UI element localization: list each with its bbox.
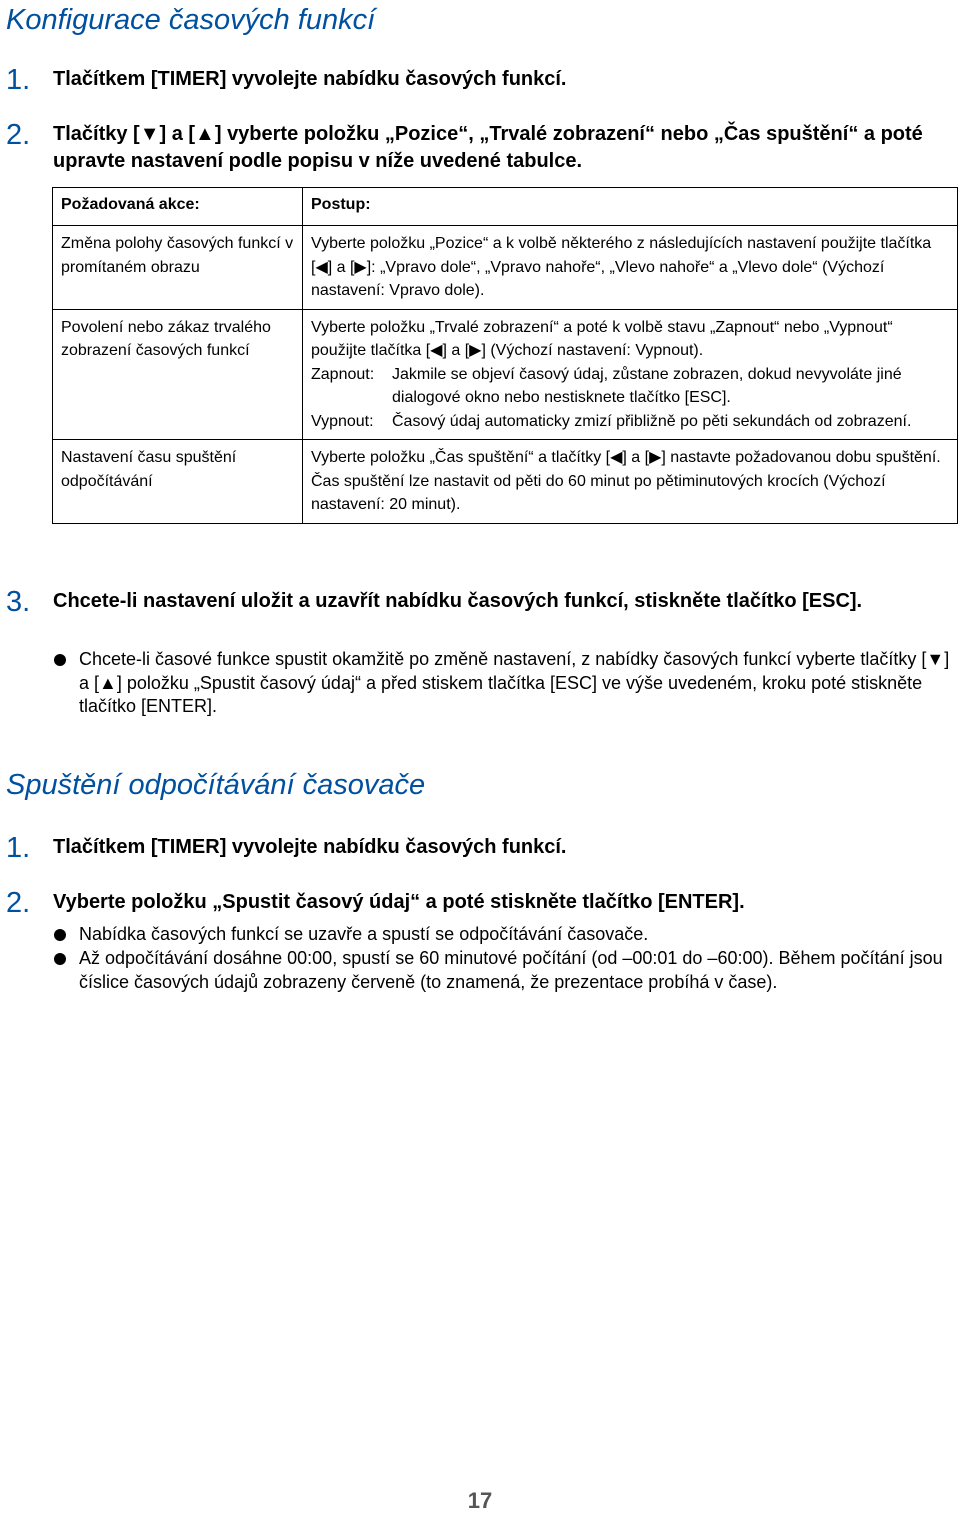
header-procedure: Postup: <box>303 188 958 226</box>
section-title-countdown-start: Spuštění odpočítávání časovače <box>6 769 426 801</box>
option-label: Vypnout: <box>311 412 374 430</box>
action-cell: Nastavení času spuštění odpočítávání <box>53 440 303 524</box>
note-bullet <box>54 923 954 947</box>
table-row <box>53 226 958 310</box>
action-cell: Změna polohy časových funkcí v promítaném obrazu <box>53 226 303 310</box>
procedure-text: Vyberte položku „Čas spuštění“ a tlačítky [◀] a [▶] nastavte požadovanou dobu spuštění. <box>311 449 941 466</box>
option-description: Jakmile se objeví časový údaj, zůstane zobrazen, dokud nevyvoláte jiné dialogové okno nebo nestisknete tlačítko [ESC]. <box>392 365 902 406</box>
step-number: 1. <box>6 64 31 96</box>
action-cell: Povolení nebo zákaz trvalého zobrazení časových funkcí <box>53 309 303 440</box>
procedure-text: Vyberte položku „Trvalé zobrazení“ a poté k volbě stavu „Zapnout“ nebo „Vypnout“ použijte tlačítka [◀] a [▶] (Výchozí nastavení: Vypnout). <box>311 318 893 359</box>
table-row <box>53 440 958 524</box>
table-row <box>53 309 958 440</box>
table-header-row <box>53 188 958 226</box>
step-number: 1. <box>6 832 31 864</box>
note-bullet <box>54 648 954 719</box>
step-number: 2. <box>6 887 31 919</box>
step-text: Tlačítkem [TIMER] vyvolejte nabídku časových funkcí. <box>53 68 567 90</box>
option-description: Časový údaj automaticky zmizí přibližně po pěti sekundách od zobrazení. <box>392 412 912 430</box>
note-text: Chcete-li časové funkce spustit okamžitě po změně nastavení, z nabídky časových funkcí vyberte tlačítky [▼] a [▲] položku „Spustit časový údaj“ a před stiskem tlačítka [ESC] ve výše uvedeném, kroku poté stiskněte tlačítko [ENTER]. <box>79 649 950 716</box>
step-text: Tlačítky [▼] a [▲] vyberte položku „Pozice“, „Trvalé zobrazení“ nebo „Čas spuštění“ a poté upravte nastavení podle popisu v níže uvedené tabulce. <box>53 123 923 172</box>
option-on <box>311 363 949 410</box>
note-text: Až odpočítávání dosáhne 00:00, spustí se 60 minutové počítání (od –00:01 do –60:00). Během počítání jsou číslice časových údajů zobrazeny červeně (to znamená, že prezentace probíhá v čase). <box>79 948 943 992</box>
note-text: Nabídka časových funkcí se uzavře a spustí se odpočítávání časovače. <box>79 924 649 944</box>
step-text: Tlačítkem [TIMER] vyvolejte nabídku časových funkcí. <box>53 836 567 858</box>
option-label: Zapnout: <box>311 365 375 383</box>
step-text: Vyberte položku „Spustit časový údaj“ a poté stiskněte tlačítko [ENTER]. <box>53 891 745 913</box>
section-title-timer-config: Konfigurace časových funkcí <box>6 4 376 36</box>
step-number: 3. <box>6 586 31 618</box>
step-text: Chcete-li nastavení uložit a uzavřít nabídku časových funkcí, stiskněte tlačítko [ESC]. <box>53 590 863 612</box>
step-number: 2. <box>6 119 31 151</box>
bullet-icon <box>54 929 66 941</box>
step-1 <box>6 832 946 864</box>
bullet-icon <box>54 953 66 965</box>
bullet-icon <box>54 654 66 666</box>
option-off <box>311 410 949 434</box>
note-bullet <box>54 947 954 994</box>
procedure-cell <box>303 309 958 440</box>
procedure-cell: Vyberte položku „Pozice“ a k volbě některého z následujících nastavení použijte tlačítka [◀] a [▶]: „Vpravo dole“, „Vpravo nahoře“, „Vlevo nahoře“ a „Vlevo dole“ (Výchozí nastavení: Vpravo dole). <box>303 226 958 310</box>
procedure-cell <box>303 440 958 524</box>
page-number: 17 <box>467 1488 493 1513</box>
settings-table <box>52 187 958 524</box>
step-2 <box>6 887 946 919</box>
header-action: Požadovaná akce: <box>53 188 303 226</box>
step-3 <box>6 586 946 618</box>
procedure-text: Čas spuštění lze nastavit od pěti do 60 minut po pětiminutových krocích (Výchozí nastavení: 20 minut). <box>311 472 886 513</box>
step-1 <box>6 64 946 96</box>
step-2 <box>6 121 946 175</box>
